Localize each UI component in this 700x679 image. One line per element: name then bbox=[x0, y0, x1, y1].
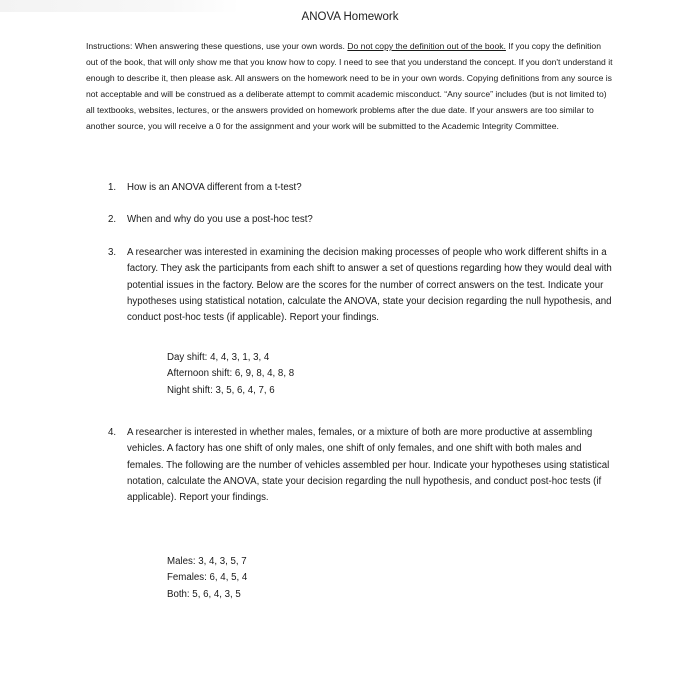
data-line-night-shift: Night shift: 3, 5, 6, 4, 7, 6 bbox=[167, 384, 275, 396]
data-line-females: Females: 6, 4, 5, 4 bbox=[167, 572, 248, 584]
question-number: 2. bbox=[108, 214, 117, 225]
question-text: How is an ANOVA different from a t-test? bbox=[127, 182, 302, 193]
question-number: 3. bbox=[108, 247, 117, 258]
data-line-afternoon-shift: Afternoon shift: 6, 9, 8, 4, 8, 8 bbox=[167, 368, 295, 380]
instructions-paragraph bbox=[86, 38, 614, 134]
question-4 bbox=[108, 425, 618, 506]
question-3-data bbox=[167, 350, 294, 399]
question-text: When and why do you use a post-hoc test? bbox=[127, 214, 313, 225]
data-line-day-shift: Day shift: 4, 4, 3, 1, 3, 4 bbox=[167, 352, 270, 363]
instructions-text-end: If you copy the definition out of the book, that will only show me that you know how to copy. I need to see that you understand the concept. If you don't understand it enough to describe it, then please ask. All answers on the homework need to be in your own words. Copying definitions from any source is not acceptable and will be construed as a deliberate attempt to commit academic misconduct. “Any source” includes (but is not limited to) all textbooks, websites, lectures, or the answers provided on homework problems after the due date. If your answers are too similar to another source, you will receive a 0 for the assignment and your work will be submitted to the Academic Integrity Committee. bbox=[86, 41, 613, 131]
question-2 bbox=[108, 212, 618, 228]
question-1 bbox=[108, 180, 618, 196]
instructions-text-start: Instructions: When answering these questions, use your own words. bbox=[86, 41, 348, 51]
instructions-underlined-text: Do not copy the definition out of the book. bbox=[347, 41, 506, 51]
question-number: 1. bbox=[108, 182, 117, 193]
question-3 bbox=[108, 245, 618, 326]
data-line-both: Both: 5, 6, 4, 3, 5 bbox=[167, 588, 241, 600]
question-text: A researcher was interested in examining the decision making processes of people who work different shifts in a factory. They ask the participants from each shift to answer a set of questions regarding how they would deal with potential issues in the factory. Below are the scores for the number of correct answers on the test. Indicate your hypotheses using statistical notation, calculate the ANOVA, state your decision regarding the null hypothesis, and conduct post-hoc tests (if applicable). Report your findings. bbox=[127, 247, 612, 324]
data-line-males: Males: 3, 4, 3, 5, 7 bbox=[167, 556, 247, 567]
question-number: 4. bbox=[108, 427, 117, 438]
page-title: ANOVA Homework bbox=[301, 11, 399, 23]
question-text: A researcher is interested in whether males, females, or a mixture of both are more productive at assembling vehicles. A factory has one shift of only males, one shift of only females, and one shift with both males and females. The following are the number of vehicles assembled per hour. Indicate your hypotheses using statistical notation, calculate the ANOVA, state your decision regarding the null hypothesis, and conduct post-hoc tests (if applicable). Report your findings. bbox=[127, 427, 610, 504]
question-4-data bbox=[167, 554, 247, 603]
